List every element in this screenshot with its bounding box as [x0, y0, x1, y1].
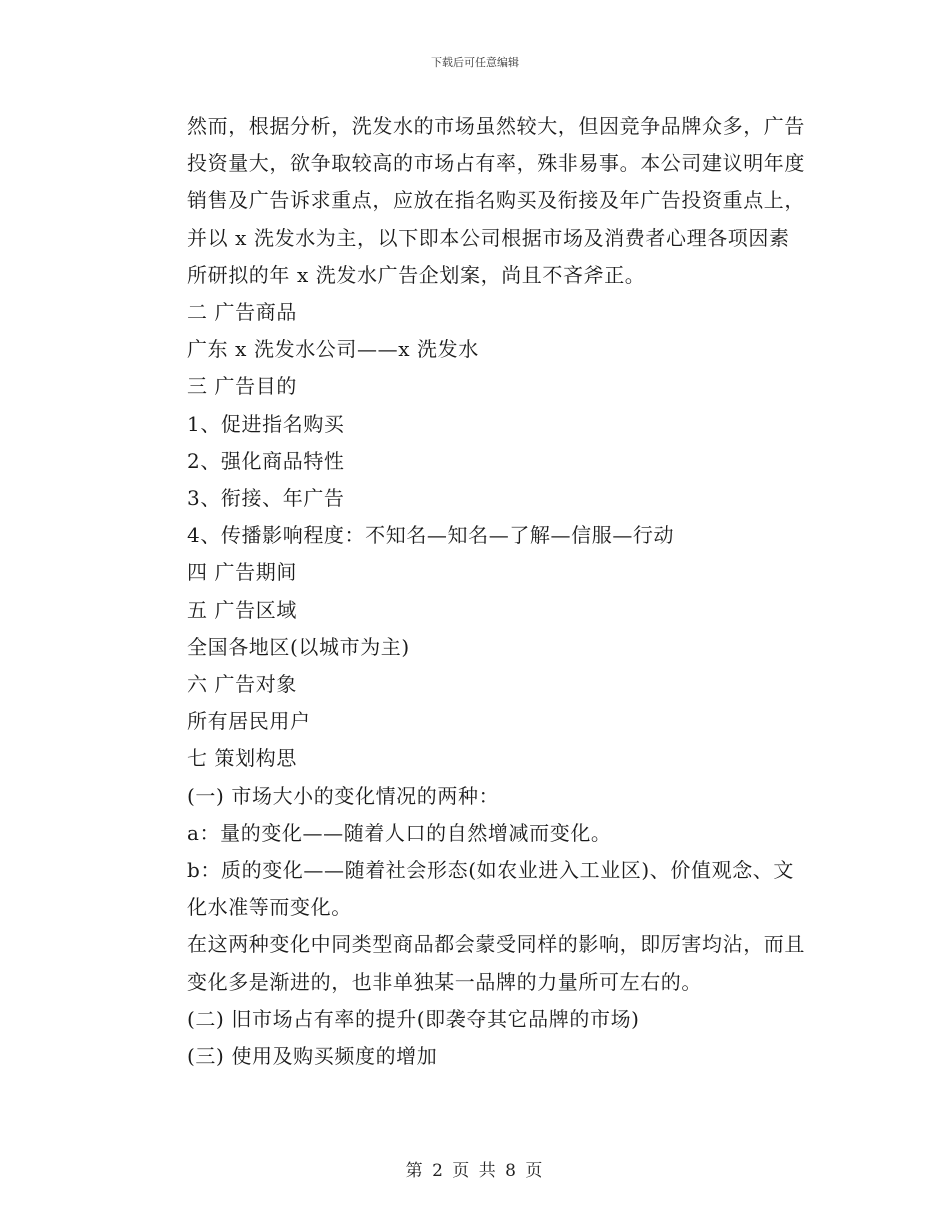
section-heading-6: 六 广告对象 [187, 672, 297, 697]
section-heading-7: 七 策划构思 [187, 746, 297, 771]
page-header: 下载后可任意编辑 [431, 56, 519, 69]
section-heading-4: 四 广告期间 [187, 560, 297, 585]
section-heading-2: 二 广告商品 [187, 300, 297, 325]
paragraph-audience: 所有居民用户 [187, 709, 311, 734]
subsection-heading-1: (一) 市场大小的变化情况的两种： [187, 783, 500, 808]
section-heading-3: 三 广告目的 [187, 374, 297, 399]
subsection-heading-3: (三) 使用及购买频度的增加 [187, 1044, 438, 1069]
paragraph-region: 全国各地区(以城市为主) [187, 634, 410, 659]
list-item: 3、衔接、年广告 [187, 486, 345, 511]
section-heading-5: 五 广告区域 [187, 597, 297, 622]
list-item: a：量的变化——随着人口的自然增减而变化。 [187, 820, 612, 845]
list-item: b：质的变化——随着社会形态(如农业进入工业区)、价值观念、文化水准等而变化。 [187, 858, 795, 920]
page-footer: 第 2 页 共 8 页 [405, 1161, 545, 1181]
list-item: 2、强化商品特性 [187, 448, 345, 473]
list-item: 4、传播影响程度：不知名—知名—了解—信服—行动 [187, 523, 675, 548]
paragraph-product: 广东 x 洗发水公司——x 洗发水 [187, 337, 479, 362]
document-body [143, 108, 808, 1075]
paragraph-analysis: 在这两种变化中同类型商品都会蒙受同样的影响，即厉害均沾，而且变化多是渐进的，也非单独某一品牌的力量所可左右的。 [187, 932, 805, 994]
list-item: 1、促进指名购买 [187, 411, 345, 436]
subsection-heading-2: (二) 旧市场占有率的提升(即袭夺其它品牌的市场) [187, 1006, 640, 1031]
paragraph-intro: 然而，根据分析，洗发水的市场虽然较大，但因竞争品牌众多，广告投资量大，欲争取较高的市场占有率，殊非易事。本公司建议明年度销售及广告诉求重点，应放在指名购买及衔接及年广告投资重点上，并以 x 洗发水为主，以下即本公司根据市场及消费者心理各项因素所研拟的年 x 洗发水广告企划案，尚且不吝斧正。 [187, 114, 805, 287]
